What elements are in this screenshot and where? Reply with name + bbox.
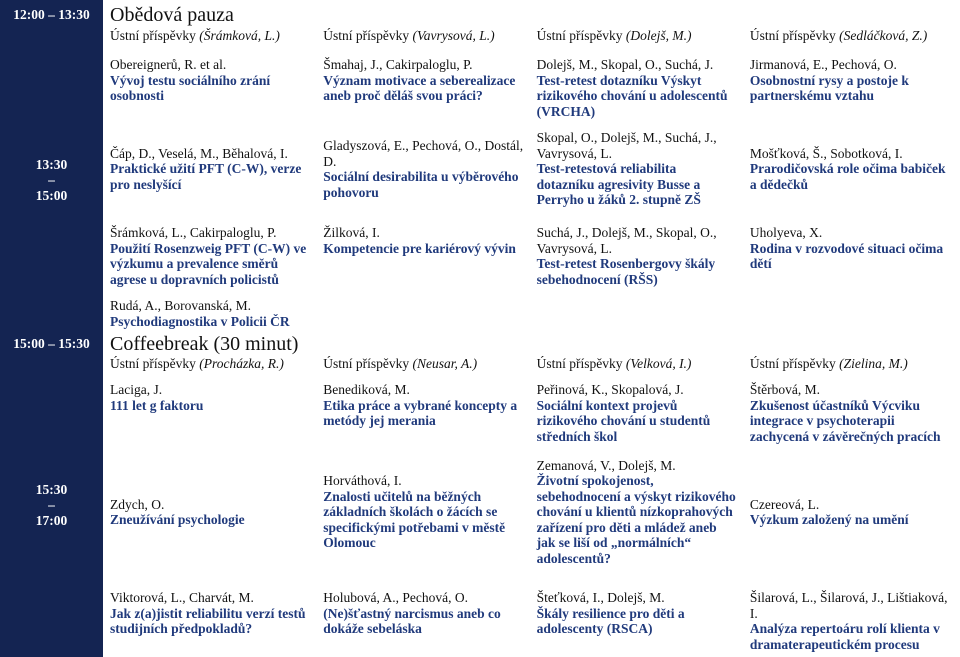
chair-name: (Vavrysová, L.) xyxy=(412,28,495,43)
talk-authors: Jirmanová, E., Pechová, O. xyxy=(749,57,897,72)
talk-title: Psychodiagnostika v Policii ČR xyxy=(110,313,290,329)
talk-authors: Horváthová, I. xyxy=(323,473,402,489)
talk-title: Výzkum založený na umění xyxy=(749,512,909,527)
talk-title: Rodina v rozvodové situaci očima dětí xyxy=(749,240,944,271)
talk-title: Sociální desirabilita u výběrového pohovoru xyxy=(323,169,519,200)
talk-authors: Obereignerů, R. et al. xyxy=(110,57,227,72)
talk-authors: Viktorová, L., Charvát, M. xyxy=(110,590,254,605)
time-separator: – xyxy=(48,172,55,188)
time-start: 15:30 xyxy=(35,481,68,497)
talk-row xyxy=(110,120,950,218)
session-chair xyxy=(750,356,950,372)
talk-cell xyxy=(110,120,310,218)
talk-authors: Holubová, A., Pechová, O. xyxy=(323,590,469,605)
talk-authors: Rudá, A., Borovanská, M. xyxy=(110,298,251,313)
chair-name: (Sedláčková, Z.) xyxy=(839,28,928,43)
talk-title: Význam motivace a seberealizace aneb proč děláš svou práci? xyxy=(323,72,516,103)
talk-authors: Žilková, I. xyxy=(323,225,380,240)
talk-title: Zkušenost účastníků Výcviku integrace v psychoterapii zachycená v závěrečných pracích xyxy=(749,397,941,444)
talk-authors: Štěrbová, M. xyxy=(749,382,821,397)
talk-title: Osobnostní rysy a postoje k partnerskému vztahu xyxy=(749,72,909,103)
session-chairs-row xyxy=(110,356,950,372)
session-label: Ústní příspěvky xyxy=(110,356,196,371)
session-chair xyxy=(323,356,523,372)
talk-authors: Benediková, M. xyxy=(323,382,410,397)
talk-cell xyxy=(110,298,310,333)
talk-row xyxy=(110,452,950,572)
time-start: 13:30 xyxy=(35,156,68,172)
talk-authors: Šmahaj, J., Cakirpaloglu, P. xyxy=(323,57,473,72)
talk-cell xyxy=(323,590,523,657)
talk-cell xyxy=(750,57,950,120)
chair-name: (Neusar, A.) xyxy=(412,356,478,371)
session-chair xyxy=(110,28,310,44)
talk-title: Prarodičovská role očima babiček a dědečků xyxy=(749,161,946,192)
talk-cell xyxy=(110,452,310,572)
time-slot-block-2 xyxy=(0,455,103,555)
session-label: Ústní příspěvky xyxy=(536,356,623,371)
talk-authors: Zemanová, V., Dolejš, M. xyxy=(536,457,676,473)
talk-cell xyxy=(323,120,523,218)
talk-authors: Šteťková, I., Dolejš, M. xyxy=(536,590,665,605)
chair-name: (Procházka, R.) xyxy=(199,356,284,371)
talk-authors: Šrámková, L., Cakirpaloglu, P. xyxy=(110,225,277,240)
talk-title: Test-retest dotazníku Výskyt rizikového chování u adolescentů (VRCHA) xyxy=(536,72,728,119)
time-end: 17:00 xyxy=(35,512,68,528)
talk-authors: Peřinová, K., Skopalová, J. xyxy=(536,382,684,397)
chair-name: (Dolejš, M.) xyxy=(625,28,692,43)
talk-cell xyxy=(323,57,523,120)
chair-name: (Velková, I.) xyxy=(625,356,692,371)
talk-cell xyxy=(750,452,950,572)
session-label: Ústní příspěvky xyxy=(323,28,410,43)
time-slot-block-1 xyxy=(0,132,103,228)
session-chairs-row xyxy=(110,28,950,44)
talk-authors: Čáp, D., Veselá, M., Běhalová, I. xyxy=(110,145,288,161)
session-label: Ústní příspěvky xyxy=(110,28,196,43)
talk-title: Test-retest Rosenbergovy škály sebehodnocení (RŠS) xyxy=(536,256,716,287)
talk-row xyxy=(110,572,950,657)
talk-authors: Gladyszová, E., Pechová, O., Dostál, D. xyxy=(323,138,524,169)
talk-authors: Czereová, L. xyxy=(749,496,820,512)
session-label: Ústní příspěvky xyxy=(323,356,410,371)
talk-cell xyxy=(110,57,310,120)
talk-title: Analýza repertoáru rolí klienta v dramaterapeutickém procesu xyxy=(749,621,940,652)
talk-authors: Zdych, O. xyxy=(110,496,165,512)
session-chair xyxy=(323,28,523,44)
talk-row xyxy=(110,50,950,120)
talk-title: Znalosti učitelů na běžných základních školách o žácích se specifickými potřebami v městě Olomouc xyxy=(323,488,506,551)
talk-title: Test-retestová reliabilita dotazníku agresivity Busse a Perryho u žáků 2. stupně ZŠ xyxy=(536,161,701,208)
talk-title: Životní spokojenost, sebehodnocení a výskyt rizikového chování u klientů nízkoprahových zařízení pro děti a mládež aneb jak se liší od „normálních“ adolescentů? xyxy=(536,473,736,566)
talk-row xyxy=(110,290,950,333)
time-slot-coffee: 15:00 – 15:30 xyxy=(13,336,90,351)
talk-title: Použití Rosenzweig PFT (C-W) ve výzkumu a prevalence směrů agrese u dopravních policistů xyxy=(110,240,307,287)
talk-title: 111 let g faktoru xyxy=(110,397,204,413)
talk-cell xyxy=(323,452,523,572)
talk-cell xyxy=(537,590,737,657)
talk-cell xyxy=(323,225,523,290)
talk-cell xyxy=(537,120,737,218)
session-chair xyxy=(537,356,737,372)
session-chair xyxy=(110,356,310,372)
talk-cell xyxy=(323,382,523,452)
coffee-break-title: Coffeebreak (30 minut) xyxy=(110,333,299,355)
time-separator: – xyxy=(48,497,55,513)
talk-authors: Mošťková, Š., Sobotková, I. xyxy=(749,145,903,161)
talk-cell xyxy=(750,590,950,657)
talk-authors: Suchá, J., Dolejš, M., Skopal, O., Vavrysová, L. xyxy=(536,225,717,256)
talk-cell xyxy=(537,57,737,120)
lunch-break-title: Obědová pauza xyxy=(110,4,234,26)
talk-authors: Laciga, J. xyxy=(110,382,163,397)
talk-cell xyxy=(110,225,310,290)
talk-title: Jak z(a)jistit reliabilitu verzí testů studijních předpokladů? xyxy=(110,605,306,636)
talk-authors: Šilarová, L., Šilarová, J., Lištiaková, I. xyxy=(749,590,948,621)
session-chair xyxy=(537,28,737,44)
talk-row xyxy=(110,376,950,452)
session-label: Ústní příspěvky xyxy=(749,28,836,43)
talk-cell xyxy=(750,225,950,290)
talk-title: Vývoj testu sociálního zrání osobnosti xyxy=(110,72,271,103)
time-slot-lunch: 12:00 – 13:30 xyxy=(13,7,90,22)
talk-title: Kompetencie pre kariérový vývin xyxy=(323,240,516,256)
talk-cell xyxy=(537,382,737,452)
talk-title: Etika práce a vybrané koncepty a metódy jej merania xyxy=(323,397,518,428)
talk-cell xyxy=(537,452,737,572)
talk-cell xyxy=(537,225,737,290)
time-end: 15:00 xyxy=(35,187,68,203)
talk-cell xyxy=(110,382,310,452)
chair-name: (Šrámková, L.) xyxy=(199,28,280,43)
talk-title: Zneužívání psychologie xyxy=(110,512,245,527)
talk-cell xyxy=(750,120,950,218)
session-chair xyxy=(750,28,950,44)
talk-authors: Uholyeva, X. xyxy=(749,225,823,240)
talk-cell xyxy=(750,382,950,452)
session-label: Ústní příspěvky xyxy=(536,28,623,43)
talk-row xyxy=(110,218,950,290)
talk-title: Praktické užití PFT (C-W), verze pro neslyšící xyxy=(110,161,302,192)
talk-cell xyxy=(110,590,310,657)
talk-title: Škály resilience pro děti a adolescenty (RSCA) xyxy=(536,605,685,636)
time-column xyxy=(0,0,103,657)
talk-authors: Dolejš, M., Skopal, O., Suchá, J. xyxy=(536,57,714,72)
talk-authors: Skopal, O., Dolejš, M., Suchá, J., Vavrysová, L. xyxy=(536,130,717,161)
chair-name: (Zielina, M.) xyxy=(839,356,908,371)
talk-title: (Ne)šťastný narcismus aneb co dokáže sebeláska xyxy=(323,605,501,636)
session-label: Ústní příspěvky xyxy=(749,356,836,371)
talk-title: Sociální kontext projevů rizikového chování u studentů středních škol xyxy=(536,397,711,444)
